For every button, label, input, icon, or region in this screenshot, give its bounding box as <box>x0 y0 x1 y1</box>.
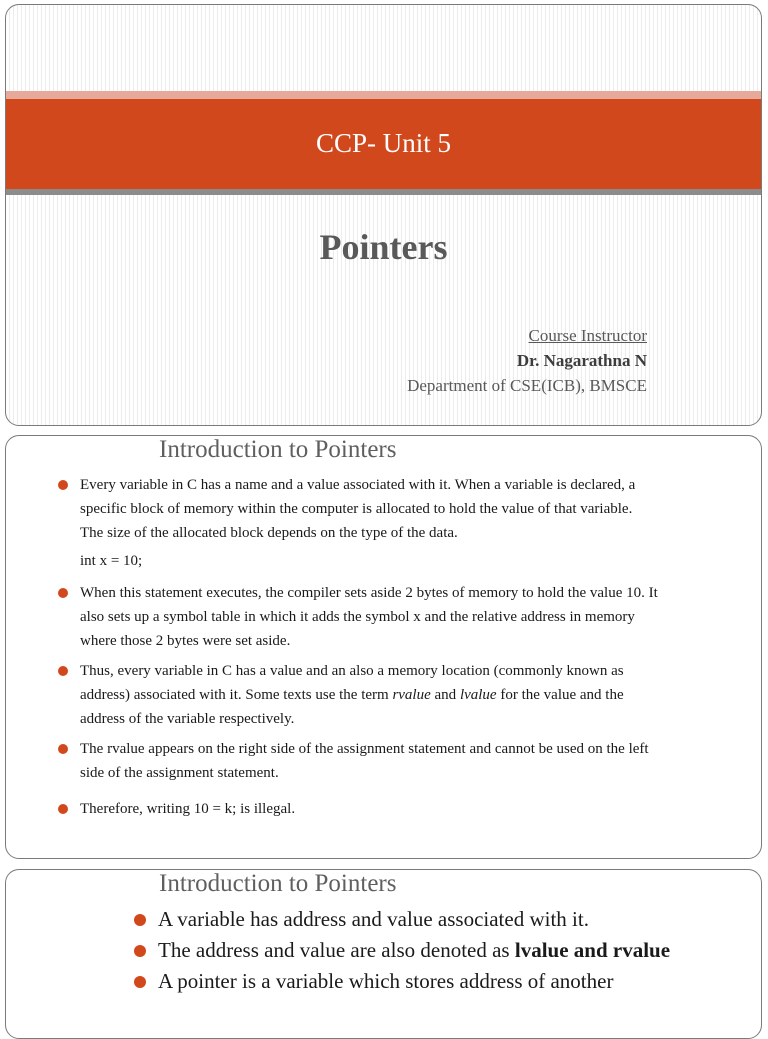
band-top-stripe <box>6 91 761 99</box>
list-item <box>134 967 674 996</box>
bullet-text: Therefore, writing 10 = k; is illegal. <box>80 801 296 817</box>
bullet-text-part: Thus, every variable in C has a value and an also a memory location (commonly known as address) associated with it. Some texts use the term <box>80 663 624 703</box>
bullet-text <box>158 938 670 962</box>
department: Department of CSE(ICB), BMSCE <box>407 376 647 395</box>
bullet-text <box>80 663 624 727</box>
bullet-dot-icon <box>58 666 68 676</box>
bullet-dot-icon <box>134 945 146 957</box>
bullet-dot-icon <box>134 976 146 988</box>
bullet-list <box>134 905 674 998</box>
slide-heading: Introduction to Pointers <box>159 870 397 897</box>
bullet-text: When this statement executes, the compiler sets aside 2 bytes of memory to hold the value 10. It also sets up a symbol table in which it adds the symbol x and the relative address in memory where those 2 bytes were set aside. <box>80 585 658 649</box>
list-item <box>58 473 658 545</box>
bullet-text: A variable has address and value associated with it. <box>158 907 589 931</box>
list-item <box>134 936 674 965</box>
unit-title: CCP- Unit 5 <box>315 128 452 158</box>
code-example: int x = 10; <box>80 553 143 569</box>
instructor-role: Course Instructor <box>528 326 647 345</box>
bullet-list <box>58 473 658 827</box>
bullet-text: The rvalue appears on the right side of the assignment statement and cannot be used on the left side of the assignment statement. <box>80 741 649 781</box>
lvalue-term: lvalue <box>459 687 497 703</box>
intro-slide-1 <box>5 435 762 859</box>
bullet-dot-icon <box>58 804 68 814</box>
list-item <box>58 659 658 731</box>
list-item <box>58 581 658 653</box>
bullet-dot-icon <box>58 480 68 490</box>
bullet-text-part: for the value and the address of the variable respectively. <box>80 687 624 727</box>
bullet-text: Every variable in C has a name and a value associated with it. When a variable is declared, a specific block of memory within the computer is allocated to hold the value of that variable. The size of the allocated block depends on the type of the data. <box>80 477 636 541</box>
credits <box>407 323 647 398</box>
bullet-dot-icon <box>134 914 146 926</box>
list-item <box>58 737 658 785</box>
title-band <box>6 91 761 193</box>
rvalue-term: rvalue <box>392 687 431 703</box>
main-title: Pointers <box>319 227 448 267</box>
bullet-text-part: The address and value are also denoted as <box>158 938 515 962</box>
bullet-text: A pointer is a variable which stores address of another <box>158 969 614 993</box>
bullet-dot-icon <box>58 744 68 754</box>
slide-heading: Introduction to Pointers <box>159 436 397 463</box>
title-slide <box>5 4 762 426</box>
list-item <box>58 797 658 821</box>
intro-slide-2 <box>5 869 762 1039</box>
bold-term: lvalue and rvalue <box>514 938 671 962</box>
instructor-name: Dr. Nagarathna N <box>516 351 647 370</box>
list-item <box>134 905 674 934</box>
bullet-text-part: and <box>430 687 460 703</box>
bullet-dot-icon <box>58 588 68 598</box>
band-bottom-stripe <box>6 189 761 195</box>
